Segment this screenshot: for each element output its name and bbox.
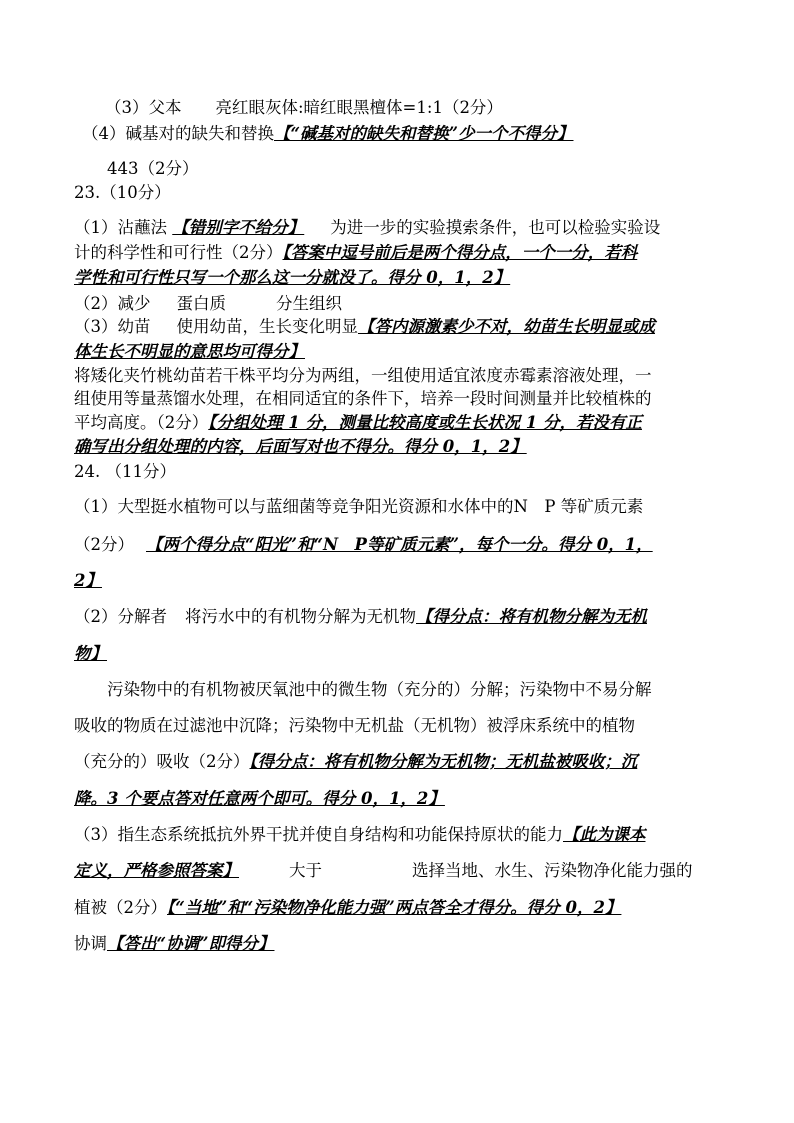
q23-part2 bbox=[74, 294, 342, 314]
q24-part2-line1 bbox=[74, 607, 647, 627]
q22-line-5 bbox=[107, 159, 199, 179]
scoring-note: 2】 bbox=[74, 571, 102, 590]
scoring-note: 【答出“协调”即得分】 bbox=[107, 934, 275, 953]
q23-heading bbox=[74, 183, 171, 203]
answer-text: 分生组织 bbox=[276, 294, 342, 313]
question-number: 24. （11分） bbox=[74, 462, 176, 481]
q22-line-3 bbox=[105, 98, 503, 118]
scoring-note: 【两个得分点“阳光”和“N P等矿质元素”，每个一分。得分 0，1， bbox=[146, 535, 653, 554]
scoring-note: 体生长不明显的意思均可得分】 bbox=[74, 342, 305, 361]
q23-part3-line5 bbox=[74, 413, 642, 433]
q24-part2-line6 bbox=[74, 789, 445, 809]
scoring-note: 【“碱基对的缺失和替换”少一个不得分】 bbox=[274, 124, 574, 143]
scoring-note: 物】 bbox=[74, 644, 107, 663]
answer-text: （3）指生态系统抵抗外界干扰并使自身结构和功能保持原状的能力 bbox=[74, 825, 563, 844]
scoring-note: 【“当地”和“污染物净化能力强”两点答全才得分。得分 0，2】 bbox=[167, 898, 622, 917]
q23-part3-line2 bbox=[74, 342, 305, 362]
q23-part1-line2 bbox=[74, 243, 637, 263]
answer-text: 为进一步的实验摸索条件，也可以检验实验设 bbox=[330, 218, 661, 237]
answer-text: 亮红眼灰体:暗红眼黑檀体=1:1（2分） bbox=[215, 98, 503, 117]
answer-text: （3）父本 bbox=[105, 98, 182, 117]
answer-text: 组使用等量蒸馏水处理，在相同适宜的条件下，培养一段时间测量并比较植株的 bbox=[74, 389, 652, 408]
q24-part3-line3 bbox=[74, 898, 621, 918]
answer-text: 大于 bbox=[289, 861, 322, 880]
q22-line-4 bbox=[82, 124, 573, 144]
q23-part1-line1 bbox=[74, 218, 660, 238]
q23-part3-line6 bbox=[74, 437, 527, 457]
answer-text: 植被（2分） bbox=[74, 898, 167, 917]
answer-text: 将矮化夹竹桃幼苗若干株平均分为两组，一组使用适宜浓度赤霉素溶液处理，一 bbox=[74, 366, 652, 385]
answer-text: 计的科学性和可行性（2分） bbox=[74, 243, 283, 262]
answer-text: （3）幼苗 bbox=[74, 317, 151, 336]
answer-text: （1）沾蘸法 bbox=[74, 218, 167, 237]
q24-part1-line3 bbox=[74, 571, 102, 591]
answer-text: （2）减少 bbox=[74, 294, 151, 313]
scoring-note: 【错别字不给分】 bbox=[172, 218, 305, 237]
question-number: 23.（10分） bbox=[74, 183, 171, 202]
scoring-note: 【分组处理 1 分，测量比较高度或生长状况 1 分，若没有正 bbox=[208, 413, 642, 432]
answer-text: 将污水中的有机物分解为无机物 bbox=[185, 607, 416, 626]
q23-part3-line1 bbox=[74, 317, 655, 337]
q24-part1-line2 bbox=[74, 535, 653, 555]
scoring-note: 确写出分组处理的内容，后面写对也不得分。得分 0，1，2】 bbox=[74, 437, 527, 456]
scoring-note: 【此为课本 bbox=[563, 825, 646, 844]
q23-part1-line3 bbox=[74, 268, 510, 288]
scoring-note: 【得分点：将有机物分解为无机物；无机盐被吸收；沉 bbox=[249, 752, 638, 771]
q24-part2-line3 bbox=[107, 680, 652, 700]
answer-text: 使用幼苗，生长变化明显 bbox=[176, 317, 358, 336]
scoring-note: 降。3 个要点答对任意两个即可。得分 0，1，2】 bbox=[74, 789, 445, 808]
scoring-note: 学性和可行性只写一个那么这一分就没了。得分 0，1，2】 bbox=[74, 268, 511, 287]
q23-part3-line3 bbox=[74, 366, 652, 386]
q24-part3-line4 bbox=[74, 934, 274, 954]
q23-part3-line4 bbox=[74, 389, 652, 409]
answer-text: 平均高度。（2分） bbox=[74, 413, 209, 432]
answer-text: （4）碱基对的缺失和替换 bbox=[82, 124, 274, 143]
answer-text: （充分的）吸收（2分） bbox=[74, 752, 250, 771]
answer-text: 选择当地、水生、污染物净化能力强的 bbox=[412, 861, 693, 880]
answer-text: 443（2分） bbox=[107, 159, 199, 178]
scoring-note: 【答内源激素少不对，幼苗生长明显或成 bbox=[358, 317, 655, 336]
answer-text: （2）分解者 bbox=[74, 607, 167, 626]
answer-text: 蛋白质 bbox=[176, 294, 226, 313]
q24-part3-line1 bbox=[74, 825, 646, 845]
answer-text: （2分） bbox=[74, 535, 134, 554]
scoring-note: 【得分点：将有机物分解为无机 bbox=[416, 607, 647, 626]
answer-text: 吸收的物质在过滤池中沉降；污染物中无机盐（无机物）被浮床系统中的植物 bbox=[74, 716, 635, 735]
scoring-note: 【答案中逗号前后是两个得分点，一个一分，若科 bbox=[282, 243, 638, 262]
q24-part3-line2 bbox=[74, 861, 693, 881]
q24-part2-line2 bbox=[74, 644, 107, 664]
q24-part2-line5 bbox=[74, 752, 637, 772]
q24-part1-line1 bbox=[74, 497, 643, 517]
answer-text: 污染物中的有机物被厌氧池中的微生物（充分的）分解；污染物中不易分解 bbox=[107, 680, 652, 699]
q24-part2-line4 bbox=[74, 716, 635, 736]
q24-heading bbox=[74, 462, 176, 482]
scoring-note: 定义，严格参照答案】 bbox=[74, 861, 239, 880]
answer-text: （1）大型挺水植物可以与蓝细菌等竞争阳光资源和水体中的N P 等矿质元素 bbox=[74, 497, 644, 516]
answer-text: 协调 bbox=[74, 934, 107, 953]
